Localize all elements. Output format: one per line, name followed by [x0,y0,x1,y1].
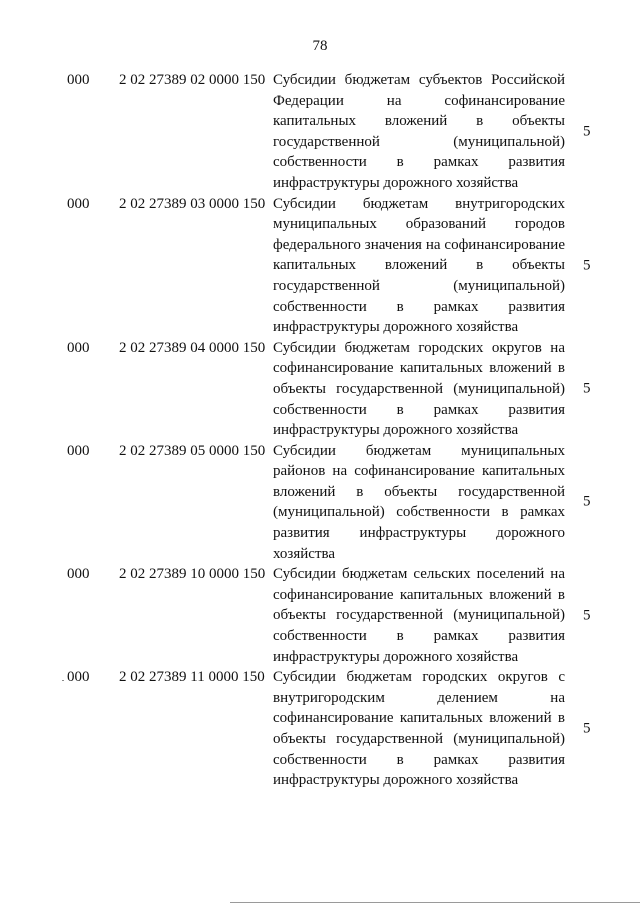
budget-code-table [0,70,640,791]
row-description: Субсидии бюджетам внутригородских муниципальных образований городов федерального значения на софинансирование капитальных вложений в объекты государственной (муниципальной) собственности в рамках развития инфраструктуры дорожного хозяйства [273,195,565,336]
admin-code: 000 [67,72,90,88]
budget-classification-code: 2 02 27389 03 0000 150 [119,195,266,212]
budget-classification-code: 2 02 27389 04 0000 150 [119,339,266,356]
row-value: 5 [583,123,591,140]
row-value: 5 [583,380,591,397]
row-value: 5 [583,493,591,510]
admin-code: 000 [67,195,90,212]
table-row [0,194,640,338]
table-row [0,564,640,667]
table-row [0,70,640,194]
row-description: Субсидии бюджетам городских округов с внутригородским делением на софинансирование капитальных вложений в объекты государственной (муниципальной) собственности в рамках развития инфраструктуры дорожного хозяйства [273,669,565,789]
budget-classification-code: 2 02 27389 11 0000 150 [119,669,265,686]
admin-code: 000 [67,339,90,356]
row-description: Субсидии бюджетам субъектов Российской Федерации на софинансирование капитальных вложений в объекты государственной (муниципальной) собственности в рамках развития инфраструктуры дорожного хозяйства [273,72,565,191]
row-description: Субсидии бюджетам муниципальных районов на софинансирование капитальных вложений в объекты государственной (муниципальной) собственности в рамках развития инфраструктуры дорожного хозяйства [273,442,565,562]
table-row [0,441,640,565]
row-description: Субсидии бюджетам сельских поселений на софинансирование капитальных вложений в объекты государственной (муниципальной) собственности в рамках развития инфраструктуры дорожного хозяйства [273,566,565,665]
row-value: 5 [583,607,591,624]
budget-classification-code: 2 02 27389 10 0000 150 [119,566,266,583]
row-value: 5 [583,257,591,274]
page-number: 78 [312,38,328,54]
admin-code: 000 [67,566,90,583]
budget-classification-code: 2 02 27389 02 0000 150 [119,72,266,88]
row-value: 5 [583,720,591,737]
scan-edge-line [230,902,640,903]
scan-speck [62,680,64,681]
table-row [0,338,640,441]
admin-code: 000 [67,442,90,459]
row-description: Субсидии бюджетам городских округов на софинансирование капитальных вложений в объекты государственной (муниципальной) собственности в рамках развития инфраструктуры дорожного хозяйства [273,339,565,439]
admin-code: 000 [67,669,90,686]
budget-classification-code: 2 02 27389 05 0000 150 [119,442,266,459]
table-row [0,667,640,791]
